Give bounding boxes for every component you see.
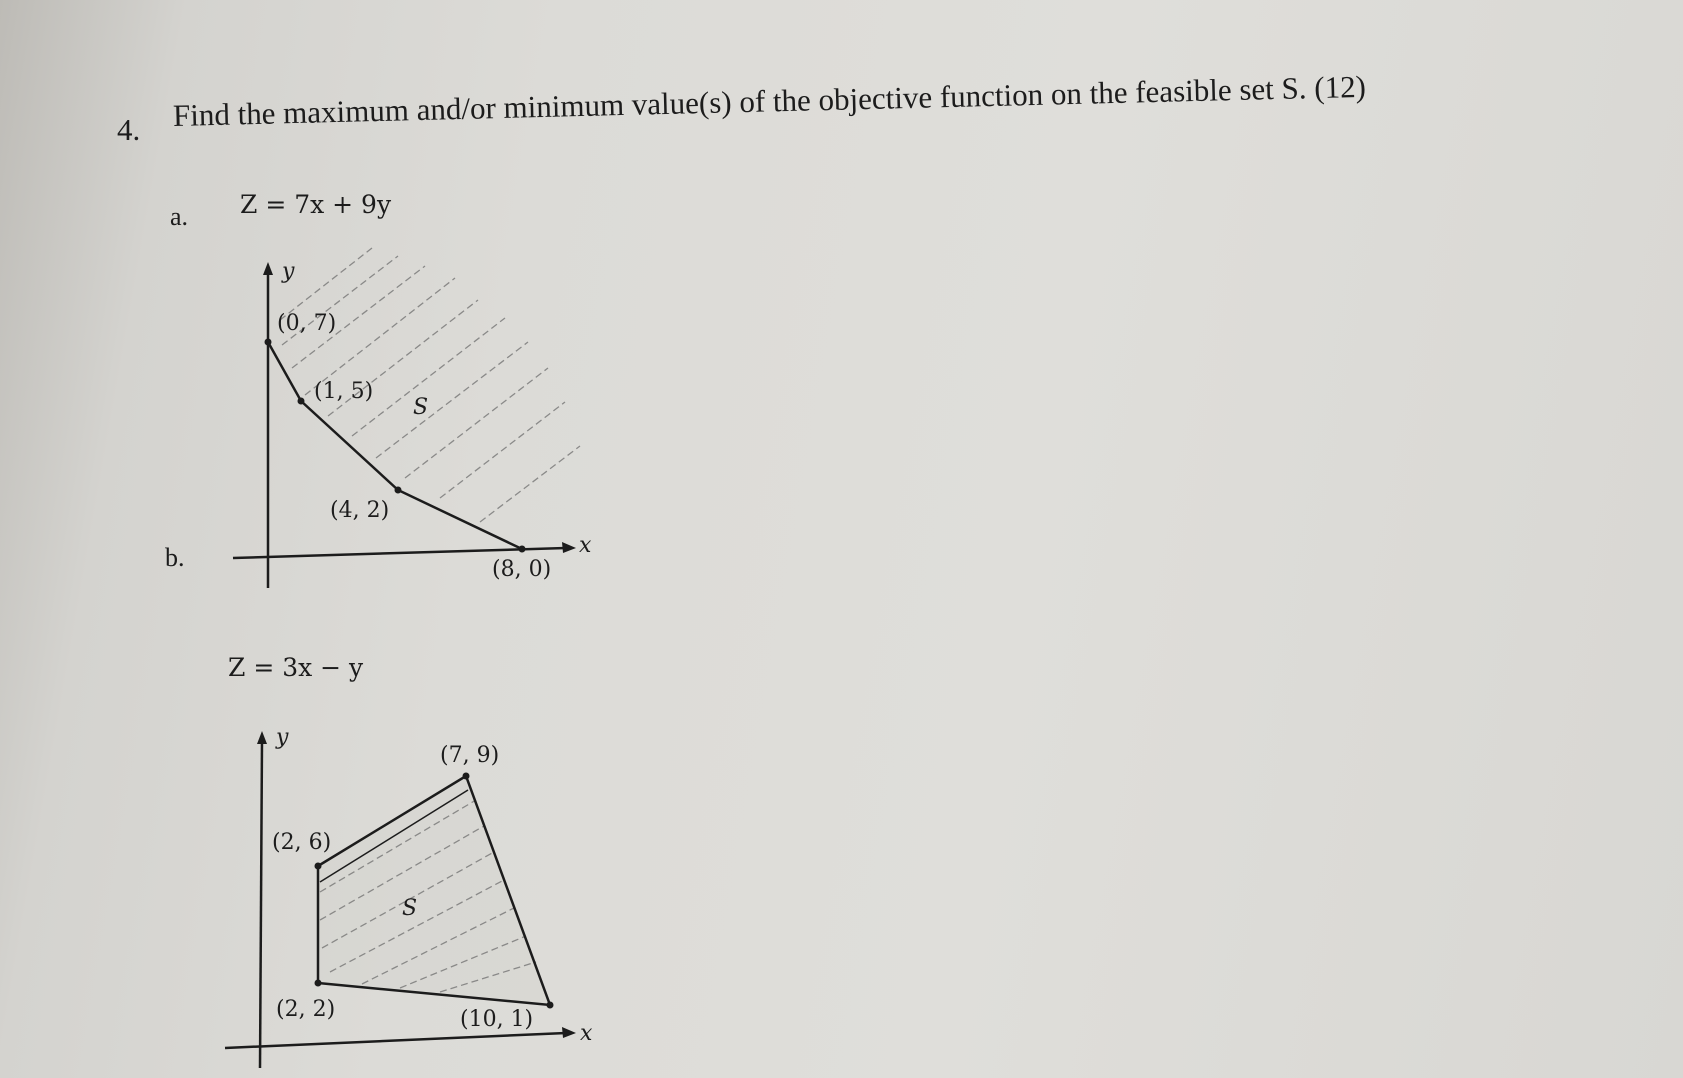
graph-a-vertex-2	[298, 398, 305, 405]
graph-a-y-arrow	[263, 262, 273, 275]
graph-b-vertex-1	[463, 773, 470, 780]
part-a-objective: Z = 7x + 9y	[240, 190, 392, 219]
graph-a-vertex-label-2: (1, 5)	[314, 379, 374, 404]
graph-b-vertex-label-4: (10, 1)	[460, 1007, 534, 1032]
graph-b-vertex-3	[315, 980, 322, 987]
graph-a-vertex-3	[395, 487, 402, 494]
graph-b-vertex-label-3: (2, 2)	[276, 997, 336, 1022]
graph-a-x-label: x	[579, 533, 592, 558]
graph-b-y-arrow	[257, 731, 267, 744]
graph-b-vertex-label-2: (2, 6)	[272, 830, 332, 855]
graph-a-boundary	[268, 342, 522, 549]
graph-a	[233, 248, 592, 588]
graph-b-y-axis	[260, 740, 262, 1068]
part-a-label: a.	[170, 202, 189, 231]
graph-b-vertex-4	[547, 1002, 554, 1009]
graph-b-x-label: x	[580, 1021, 593, 1046]
graph-a-vertex-1	[265, 339, 272, 346]
graph-b	[225, 725, 593, 1068]
question-text: Find the maximum and/or minimum value(s) of the objective function on the feasible set S. (12)	[172, 68, 1367, 133]
graph-a-y-label: y	[282, 259, 295, 284]
graph-a-vertex-label-3: (4, 2)	[330, 498, 390, 523]
graph-b-region-label: S	[402, 896, 418, 921]
part-b-objective: Z = 3x − y	[228, 653, 364, 682]
question-number: 4.	[117, 112, 141, 147]
graph-b-y-label: y	[276, 725, 289, 750]
graph-a-x-arrow	[562, 542, 576, 553]
graph-b-vertex-label-1: (7, 9)	[440, 743, 500, 768]
graph-b-x-axis	[225, 1033, 566, 1048]
graph-b-x-arrow	[562, 1027, 576, 1038]
graph-a-region-label: S	[413, 395, 429, 420]
graph-b-vertex-2	[315, 863, 322, 870]
graph-a-vertex-4	[519, 546, 526, 553]
graph-a-vertex-label-4: (8, 0)	[492, 557, 552, 582]
part-b-label: b.	[165, 543, 185, 572]
graph-a-vertex-label-1: (0, 7)	[277, 311, 337, 336]
